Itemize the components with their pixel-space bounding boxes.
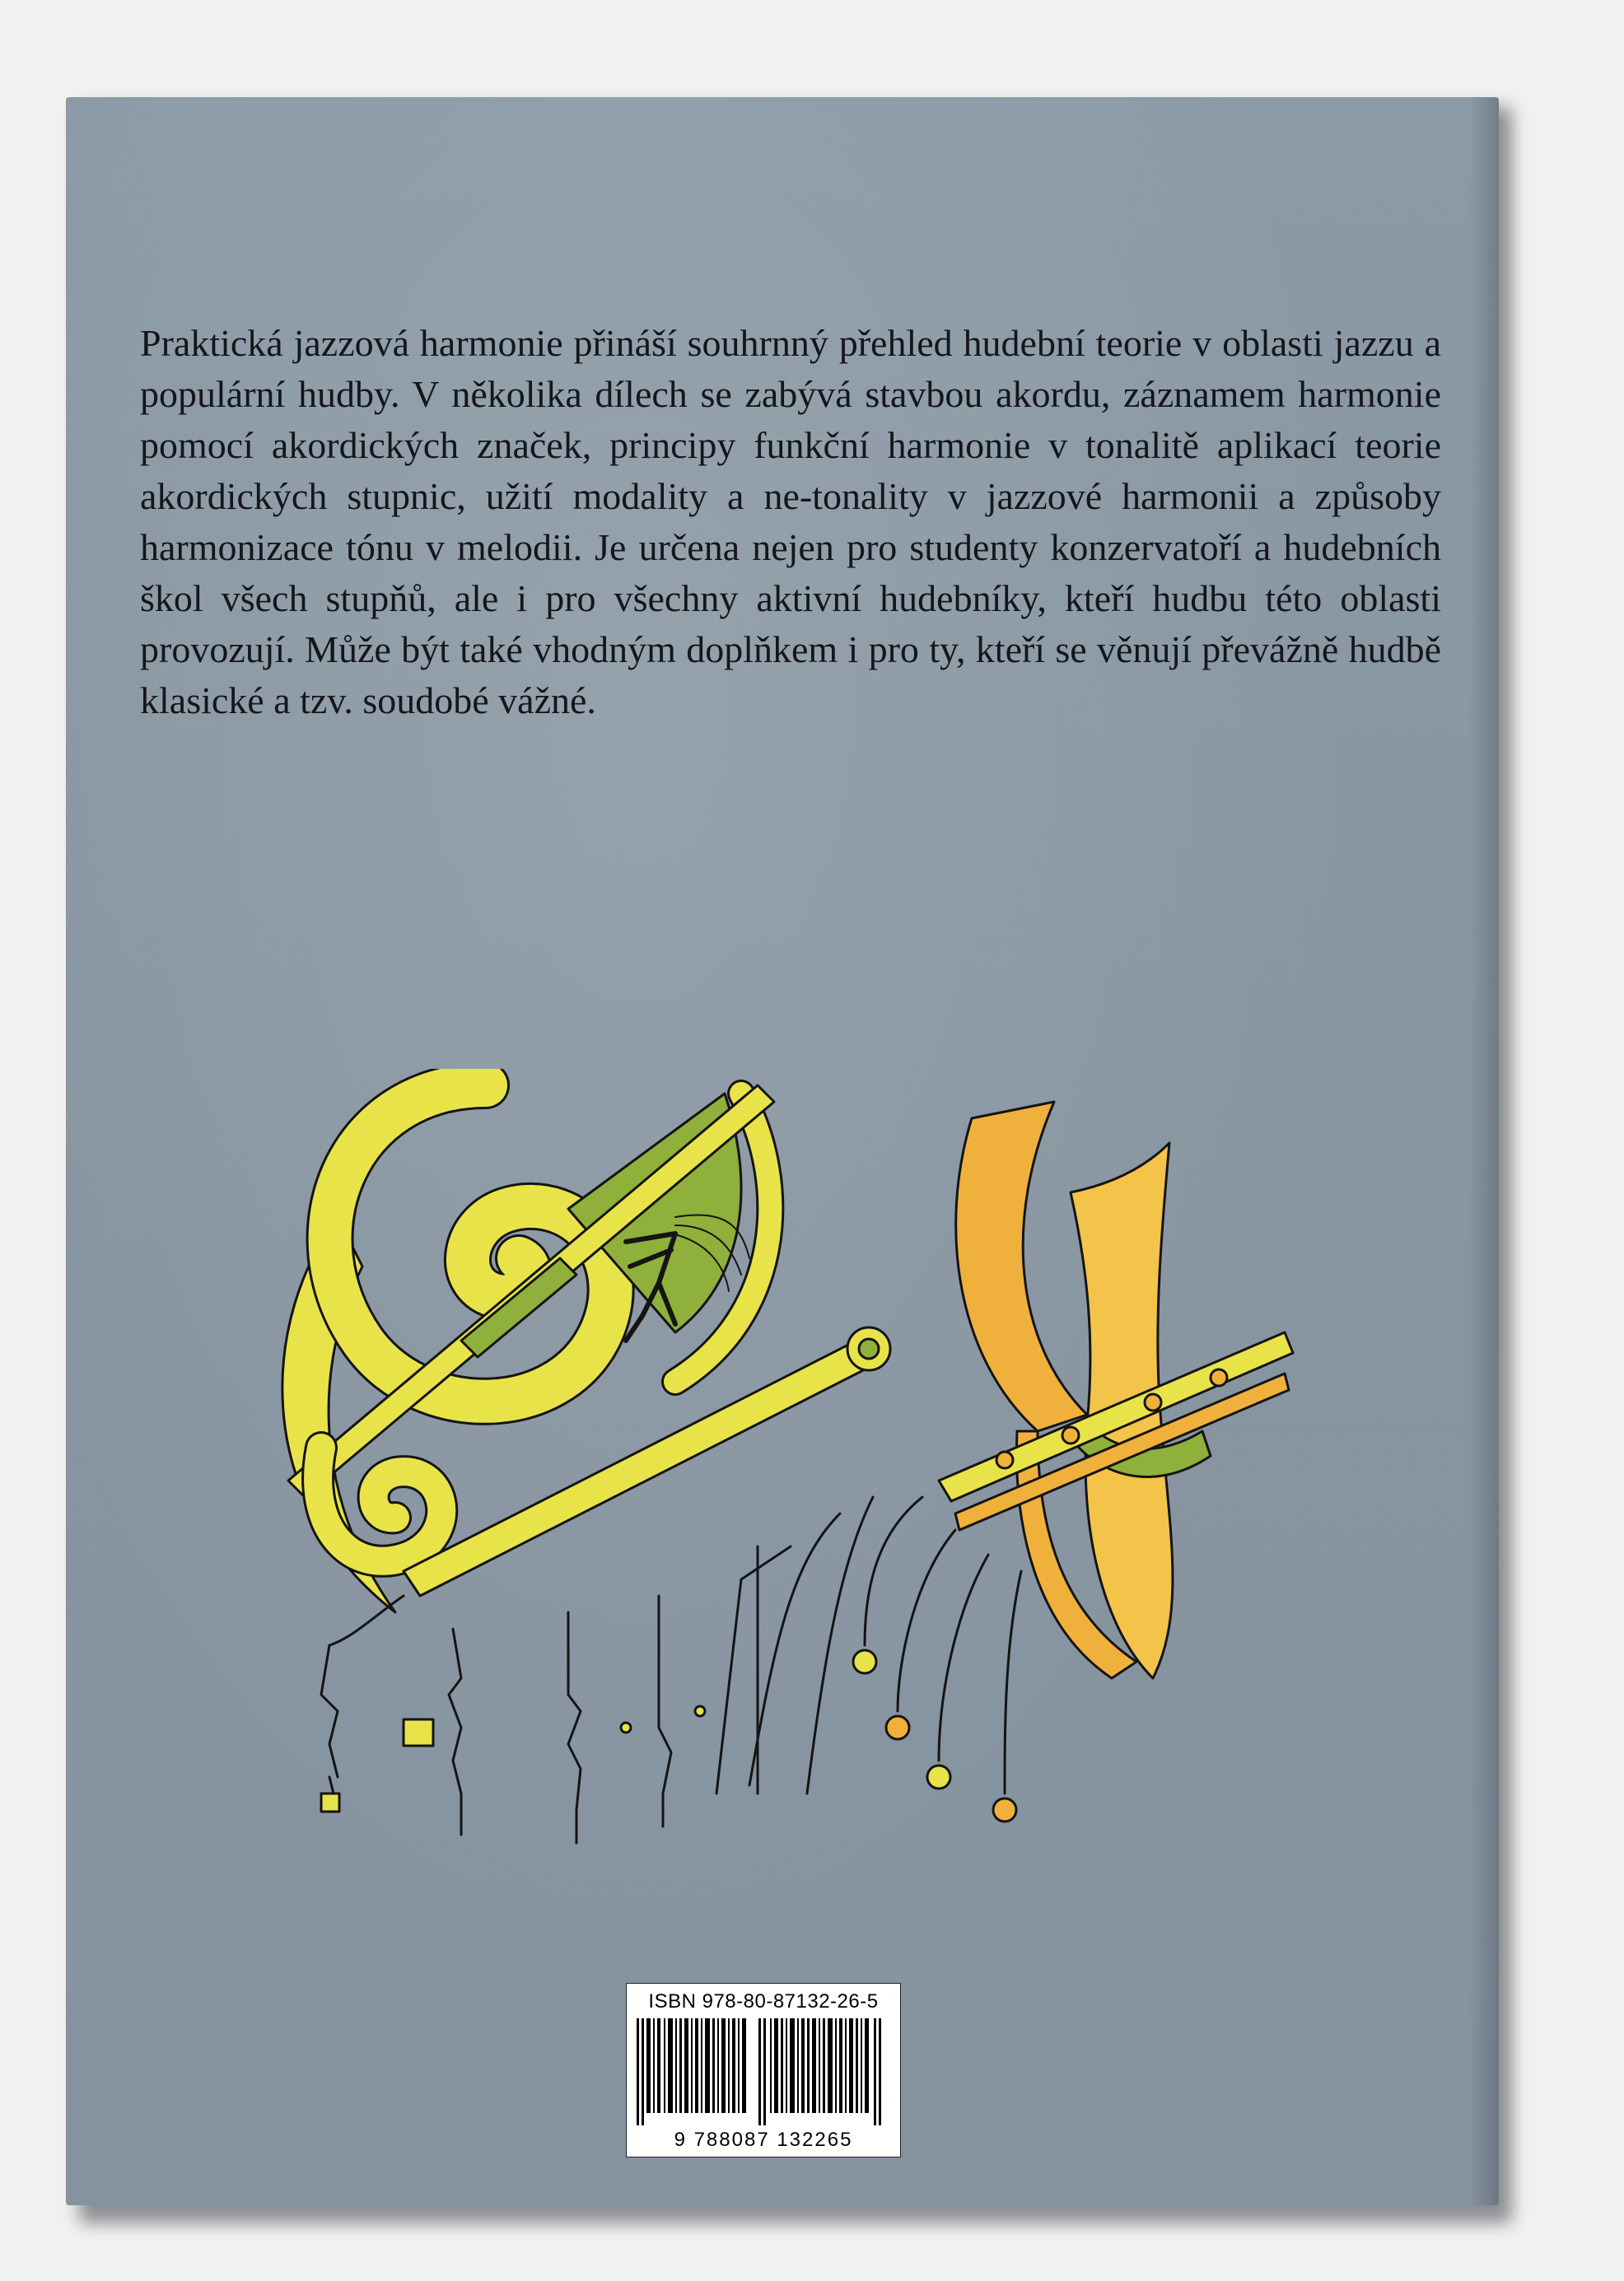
barcode-digits: 9 788087 132265 (674, 2129, 853, 2151)
book-back-cover (66, 97, 1499, 2205)
barcode (626, 1983, 901, 2157)
barcode-bars (635, 2018, 892, 2125)
blurb-text: Praktická jazzová harmonie přináší souhrnný přehled hudební teorie v oblasti jazzu a populární hudby. V několika dílech se zabývá stavbou akordu, záznamem harmonie pomocí akordických značek, principy funkční harmonie v tonalitě aplikací teorie akordických stupnic, užití modality a ne-tonality v jazzové harmonii a způsoby harmonizace tónu v melodii. Je určena nejen pro studenty konzervatoří a hudebních škol všech stupňů, ale i pro všechny aktivní hudebníky, kteří hudbu této oblasti provozují. Může být také vhodným doplňkem i pro ty, kteří se věnují převážně hudbě klasické a tzv. soudobé vážné. (140, 322, 1441, 721)
jazz-illustration (214, 1069, 1334, 1859)
cover-edge-shading (1469, 97, 1499, 2205)
isbn-label: ISBN 978-80-87132-26-5 (648, 1990, 879, 2013)
